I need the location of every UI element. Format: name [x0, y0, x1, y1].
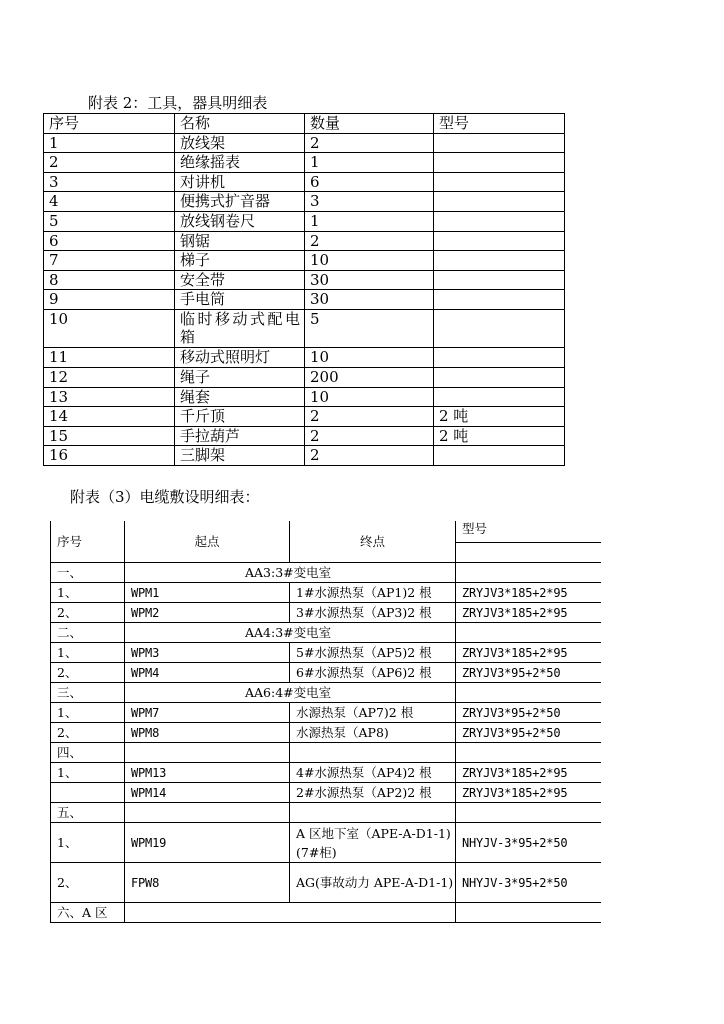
cable-table-frame	[50, 521, 601, 924]
group-cell: AA3:3#变电室	[125, 563, 456, 583]
table-cell: 钢锯	[175, 231, 305, 251]
header-cell: 数量	[305, 114, 434, 134]
table-cell: 3#水源热泵（AP3)2 根	[290, 603, 456, 623]
table-cell: 2	[305, 133, 434, 153]
table-cell: WPM19	[125, 823, 290, 863]
table-cell	[125, 803, 290, 823]
table-cell: 5#水源热泵（AP5)2 根	[290, 643, 456, 663]
table-row	[51, 823, 602, 863]
table-cell: 15	[44, 426, 175, 446]
table-cell	[434, 290, 565, 310]
table-cell	[434, 211, 565, 231]
header-cell: 型号	[434, 114, 565, 134]
table-cell	[434, 133, 565, 153]
table-cell: 绳套	[175, 387, 305, 407]
table-cell: 一、	[51, 563, 125, 583]
table-cell	[434, 153, 565, 173]
table-cell: WPM4	[125, 663, 290, 683]
table-row	[44, 251, 565, 271]
table-row	[44, 211, 565, 231]
table-cell: 1#水源热泵（AP1)2 根	[290, 583, 456, 603]
table-row	[44, 426, 565, 446]
header-cell: 起点	[125, 521, 290, 563]
table-row	[44, 348, 565, 368]
table-cell: 3	[44, 172, 175, 192]
cable-table	[50, 521, 601, 923]
table-cell: 便携式扩音器	[175, 192, 305, 212]
table-cell	[125, 743, 290, 763]
table-cell: 6#水源热泵（AP6)2 根	[290, 663, 456, 683]
table-row	[44, 133, 565, 153]
table-cell: 13	[44, 387, 175, 407]
table-cell: 2、	[51, 723, 125, 743]
table-cell: 绝缘摇表	[175, 153, 305, 173]
table-row	[51, 663, 602, 683]
table-cell: 绳子	[175, 368, 305, 388]
table-cell	[290, 803, 456, 823]
table-cell: ZRYJV3*95+2*50	[456, 723, 602, 743]
table-cell	[456, 623, 602, 643]
table-row	[51, 803, 602, 823]
table-cell: 2、	[51, 863, 125, 903]
header-cell: 型号	[456, 521, 602, 542]
table-cell: ZRYJV3*185+2*95	[456, 783, 602, 803]
table-cell	[125, 903, 456, 923]
table-cell	[51, 783, 125, 803]
table-cell: 2	[305, 231, 434, 251]
table-cell: 放线钢卷尺	[175, 211, 305, 231]
table-cell: 10	[305, 348, 434, 368]
header-cell: 终点	[290, 521, 456, 563]
table-cell	[290, 743, 456, 763]
table-cell: 30	[305, 270, 434, 290]
table-cell: 手拉葫芦	[175, 426, 305, 446]
table-cell	[434, 192, 565, 212]
table-row	[44, 270, 565, 290]
table-cell: 2、	[51, 603, 125, 623]
table-cell: 临时移动式配电箱	[175, 309, 305, 348]
table-cell: 10	[44, 309, 175, 348]
header-cell: 序号	[44, 114, 175, 134]
table-cell: 2	[305, 446, 434, 466]
table-cell: 2	[305, 426, 434, 446]
table-cell: 10	[305, 387, 434, 407]
table-row	[44, 172, 565, 192]
table-cell: 1、	[51, 703, 125, 723]
table-cell: 1、	[51, 583, 125, 603]
table-cell: 水源热泵（AP7)2 根	[290, 703, 456, 723]
table-cell: 五、	[51, 803, 125, 823]
table-cell: WPM7	[125, 703, 290, 723]
table-cell: WPM1	[125, 583, 290, 603]
table-cell: 4#水源热泵（AP4)2 根	[290, 763, 456, 783]
table-cell	[456, 563, 602, 583]
table-row	[44, 446, 565, 466]
table-cell: ZRYJV3*185+2*95	[456, 603, 602, 623]
table-cell: 移动式照明灯	[175, 348, 305, 368]
table-cell: WPM2	[125, 603, 290, 623]
table2-title: 附表 2：工具，器具明细表	[88, 94, 268, 112]
table-cell	[456, 542, 602, 563]
table-cell: 安全带	[175, 270, 305, 290]
table-cell	[456, 683, 602, 703]
table-cell	[434, 231, 565, 251]
table-cell: 2 吨	[434, 407, 565, 427]
table-cell: 11	[44, 348, 175, 368]
table-row	[44, 153, 565, 173]
header-cell: 序号	[51, 521, 125, 563]
table-cell: ZRYJV3*185+2*95	[456, 583, 602, 603]
table-row	[51, 703, 602, 723]
table-cell: 水源热泵（AP8)	[290, 723, 456, 743]
table-cell: 200	[305, 368, 434, 388]
table-cell: 3	[305, 192, 434, 212]
table-cell: 千斤顶	[175, 407, 305, 427]
table-row	[44, 368, 565, 388]
table-cell: 2 吨	[434, 426, 565, 446]
table-row	[44, 290, 565, 310]
table-row	[44, 231, 565, 251]
table-row	[51, 603, 602, 623]
table-cell: 2	[44, 153, 175, 173]
table-cell: 三脚架	[175, 446, 305, 466]
table-cell	[434, 348, 565, 368]
table-cell: ZRYJV3*185+2*95	[456, 643, 602, 663]
table-cell: 1、	[51, 763, 125, 783]
table-cell: ZRYJV3*185+2*95	[456, 763, 602, 783]
table-cell: 12	[44, 368, 175, 388]
table-row	[44, 407, 565, 427]
table-cell: 1	[305, 211, 434, 231]
table-row	[51, 763, 602, 783]
table-cell	[434, 270, 565, 290]
table-cell	[434, 387, 565, 407]
table-cell: 对讲机	[175, 172, 305, 192]
table-row	[51, 903, 602, 923]
table-row	[51, 563, 602, 583]
table-cell	[434, 251, 565, 271]
table-row	[51, 683, 602, 703]
table-row	[51, 623, 602, 643]
table-cell: WPM13	[125, 763, 290, 783]
table-cell: 二、	[51, 623, 125, 643]
table-cell: 16	[44, 446, 175, 466]
table-cell: ZRYJV3*95+2*50	[456, 663, 602, 683]
table-header-row	[44, 114, 565, 134]
table-cell: WPM14	[125, 783, 290, 803]
table-row	[44, 192, 565, 212]
table-cell	[456, 803, 602, 823]
table-cell: WPM3	[125, 643, 290, 663]
table-cell: 2、	[51, 663, 125, 683]
table-cell: 三、	[51, 683, 125, 703]
table-row	[51, 783, 602, 803]
table-row	[51, 723, 602, 743]
table-cell: FPW8	[125, 863, 290, 903]
table-row	[44, 387, 565, 407]
group-cell: AA6:4#变电室	[125, 683, 456, 703]
table-cell	[434, 368, 565, 388]
table-cell: NHYJV-3*95+2*50	[456, 863, 602, 903]
group-cell: AA4:3#变电室	[125, 623, 456, 643]
table-cell	[434, 172, 565, 192]
table-cell: 5	[305, 309, 434, 348]
table-cell: 手电筒	[175, 290, 305, 310]
table-cell: WPM8	[125, 723, 290, 743]
table-cell: 6	[44, 231, 175, 251]
table-cell: A 区地下室（APE-A-D1-1)(7#柜)	[290, 823, 456, 863]
table-cell: 2	[305, 407, 434, 427]
table-cell: 9	[44, 290, 175, 310]
table-cell: 14	[44, 407, 175, 427]
table3-title: 附表（3）电缆敷设明细表：	[70, 488, 260, 506]
table-cell: ZRYJV3*95+2*50	[456, 703, 602, 723]
table-row	[51, 743, 602, 763]
table-cell: 5	[44, 211, 175, 231]
table-cell: NHYJV-3*95+2*50	[456, 823, 602, 863]
table-cell: 1、	[51, 643, 125, 663]
table-row	[44, 309, 565, 348]
table-cell: 10	[305, 251, 434, 271]
table-header-row	[51, 521, 602, 542]
table-cell	[456, 903, 602, 923]
table-cell: 8	[44, 270, 175, 290]
table-cell: 1	[305, 153, 434, 173]
table-cell: 30	[305, 290, 434, 310]
table-cell	[456, 743, 602, 763]
table-row	[51, 643, 602, 663]
table-cell: 6	[305, 172, 434, 192]
table-cell: 7	[44, 251, 175, 271]
table-cell	[434, 309, 565, 348]
table-cell: 2#水源热泵（AP2)2 根	[290, 783, 456, 803]
table-cell: 放线架	[175, 133, 305, 153]
table-cell: AG(事故动力 APE-A-D1-1)	[290, 863, 456, 903]
header-cell: 名称	[175, 114, 305, 134]
table-cell: 六、A 区	[51, 903, 125, 923]
table-row	[51, 863, 602, 903]
table-row	[51, 583, 602, 603]
table-cell: 1、	[51, 823, 125, 863]
table-cell: 1	[44, 133, 175, 153]
table-cell: 四、	[51, 743, 125, 763]
table-cell	[434, 446, 565, 466]
tools-table	[43, 113, 565, 466]
table-cell: 梯子	[175, 251, 305, 271]
table-cell: 4	[44, 192, 175, 212]
